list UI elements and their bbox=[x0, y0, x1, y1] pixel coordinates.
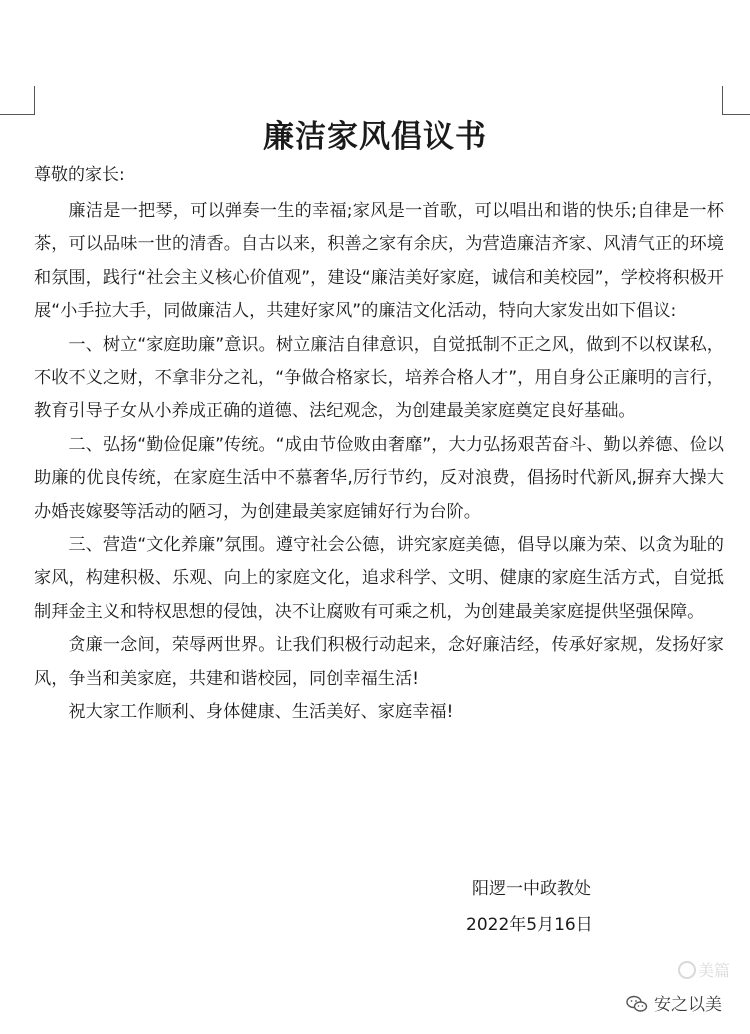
signature-date: 2022年5月16日 bbox=[466, 915, 593, 935]
paragraph-call-to-action: 贪廉一念间，荣辱两世界。让我们积极行动起来，念好廉洁经，传承好家规，发扬好家风，争当和美家庭，共建和谐校园，同创幸福生活! bbox=[34, 635, 724, 689]
channel-credit bbox=[626, 990, 722, 1015]
paragraph-wishes: 祝大家工作顺利、身体健康、生活美好、家庭幸福! bbox=[68, 702, 454, 723]
signature-organization: 阳逻一中政教处 bbox=[472, 879, 591, 899]
watermark-text: 美篇 bbox=[698, 961, 731, 980]
paragraph-item-2: 二、弘扬“勤俭促廉”传统。“成由节俭败由奢靡”，大力弘扬艰苦奋斗、勤以养德、俭以助廉的优良传统，在家庭生活中不慕奢华,厉行节约，反对浪费，倡扬时代新风,摒弃大操大办婚丧嫁娶等活动的陋习，为创建最美家庭铺好行为台阶。 bbox=[34, 434, 724, 522]
crop-mark-left bbox=[0, 86, 35, 115]
channel-name: 安之以美 bbox=[654, 995, 722, 1015]
document-body bbox=[34, 195, 724, 730]
paragraph-item-3: 三、营造“文化养廉”氛围。遵守社会公德，讲究家庭美德，倡导以廉为荣、以贪为耻的家风，构建积极、乐观、向上的家庭文化，追求科学、文明、健康的家庭生活方式，自觉抵制拜金主义和特权思想的侵蚀，决不让腐败有可乘之机，为创建最美家庭提供坚强保障。 bbox=[34, 535, 724, 622]
wechat-icon bbox=[626, 995, 648, 1013]
meipian-logo-icon bbox=[678, 961, 696, 979]
document-title: 廉洁家风倡议书 bbox=[263, 119, 487, 155]
crop-mark-right bbox=[722, 86, 750, 115]
greeting: 尊敬的家长: bbox=[34, 165, 125, 185]
paragraph-item-1: 一、树立“家庭助廉”意识。树立廉洁自律意识，自觉抵制不正之风，做到不以权谋私，不收不义之财，不拿非分之礼，“争做合格家长，培养合格人才”，用自身公正廉明的言行，教育引导子女从小养成正确的道德、法纪观念，为创建最美家庭奠定良好基础。 bbox=[34, 334, 724, 422]
watermark bbox=[678, 958, 730, 981]
paragraph-intro: 廉洁是一把琴，可以弹奏一生的幸福;家风是一首歌，可以唱出和谐的快乐;自律是一杯茶，可以品味一世的清香。自古以来，积善之家有余庆，为营造廉洁齐家、风清气正的环境和氛围，践行“社会主义核心价值观”，建设“廉洁美好家庭，诚信和美校园”，学校将积极开展“小手拉大手，同做廉洁人，共建好家风”的廉洁文化活动，特向大家发出如下倡议: bbox=[34, 201, 724, 322]
